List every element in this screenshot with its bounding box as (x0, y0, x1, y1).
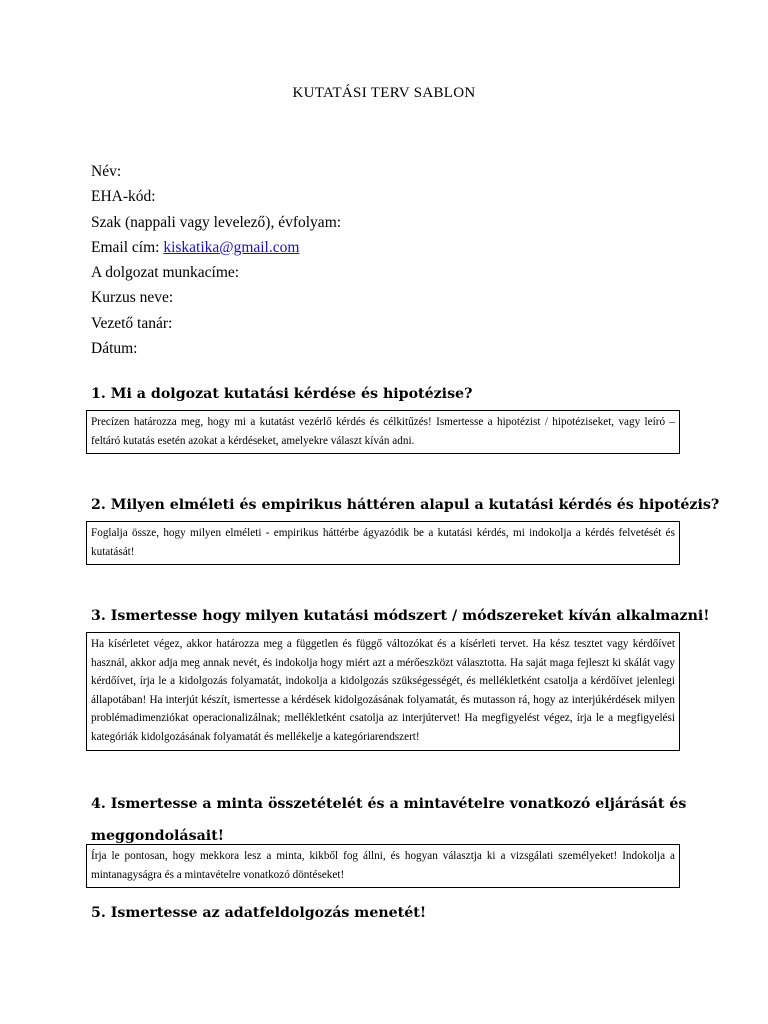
section-4-heading-line-1: 4. Ismertesse a minta összetételét és a mintavételre vonatkozó eljárását és (91, 796, 687, 812)
section-5-heading: 5. Ismertesse az adatfeldolgozás menetét! (91, 905, 427, 921)
section-3-heading: 3. Ismertesse hogy milyen kutatási módszert / módszereket kíván alkalmazni! (91, 608, 710, 624)
section-4-instruction-box: Írja le pontosan, hogy mekkora lesz a minta, kikből fog állni, és hogyan választja ki a vizsgálati személyeket! Indokolja a mintanagyságra és a mintavételre vonatkozó döntéseket! (86, 844, 680, 888)
email-field (91, 235, 341, 260)
email-field-label: Email cím: (91, 238, 160, 256)
section-1-heading: 1. Mi a dolgozat kutatási kérdése és hipotézise? (91, 386, 473, 402)
section-3-instruction-box: Ha kísérletet végez, akkor határozza meg a független és függő változókat és a kísérleti tervet. Ha kész tesztet vagy kérdőívet használ, akkor adja meg annak nevét, és indokolja hogy miért azt a mérőeszközt választotta. Ha saját maga fejleszt ki skálát vagy kérdőívet, írja le a kidolgozás folyamatát, indokolja a kidolgozás szükségességét, és mellékletként csatolja a kérdőívet jelenlegi állapotában! Ha interjút készít, ismertesse a kérdések kidolgozásának folyamatát, és mutasson rá, hogy az interjúkérdések milyen problémadimenziókat operacionalizálnak; mellékletként csatolja az interjútervet! Ha megfigyelést végez, írja le a megfigyelési kategóriák kidolgozásának folyamatát és mellékelje a kategóriarendszert! (86, 632, 680, 751)
document-title: KUTATÁSI TERV SABLON (292, 85, 476, 101)
section-1-instruction-box: Precízen határozza meg, hogy mi a kutatást vezérlő kérdés és célkitűzés! Ismertesse a hipotézist / hipotéziseket, vagy leíró – feltáró kutatás esetén azokat a kérdéseket, amelyekre választ kíván adni. (86, 410, 680, 454)
section-4-heading-line-2: meggondolásait! (91, 828, 224, 844)
email-link[interactable]: kiskatika@gmail.com (163, 238, 300, 256)
course-field-label: Kurzus neve: (91, 289, 174, 307)
section-4-heading (91, 788, 686, 852)
work-title-field-label: A dolgozat munkacíme: (91, 264, 240, 282)
major-field-label: Szak (nappali vagy levelező), évfolyam: (91, 213, 342, 231)
name-field-label: Név: (91, 163, 122, 180)
supervisor-field-label: Vezető tanár: (91, 314, 173, 332)
section-2-heading: 2. Milyen elméleti és empirikus háttéren alapul a kutatási kérdés és hipotézis? (91, 497, 720, 513)
section-2-instruction-box: Foglalja össze, hogy milyen elméleti - empirikus háttérbe ágyazódik be a kutatási kérdés, mi indokolja a kérdés felvetését és kutatását! (86, 521, 680, 565)
personal-info-fields (91, 159, 341, 361)
date-field-label: Dátum: (91, 340, 138, 358)
eha-code-field-label: EHA-kód: (91, 188, 156, 206)
